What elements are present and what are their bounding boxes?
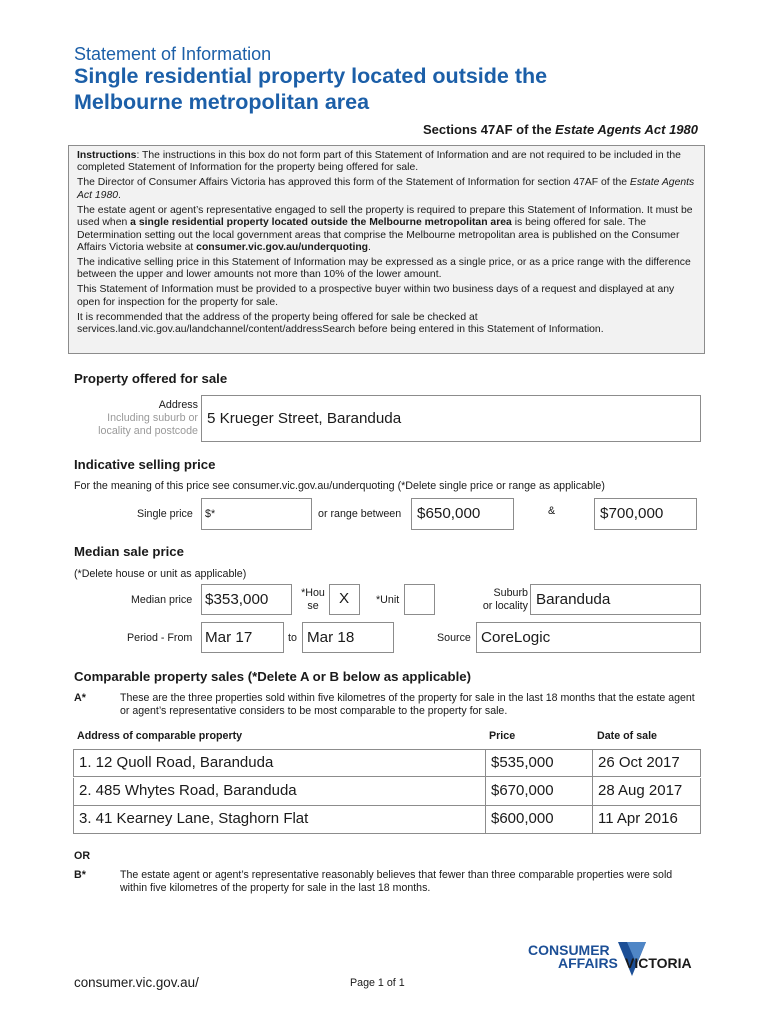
address-label-hint: Including suburb or xyxy=(107,412,198,424)
suburb-label-line: Suburb xyxy=(493,587,528,599)
instructions-emphasis: a single residential property located outside the Melbourne metropolitan area xyxy=(130,217,512,229)
legislation-reference xyxy=(423,122,698,137)
underquoting-link[interactable]: consumer.vic.gov.au/underquoting xyxy=(196,242,369,254)
comparable-address-cell[interactable]: 2. 485 Whytes Road, Baranduda xyxy=(74,778,486,806)
address-label xyxy=(78,399,198,438)
address-label-line: Address xyxy=(158,399,198,411)
house-label-line: *Hou xyxy=(301,587,325,599)
range-low-value: $650,000 xyxy=(417,505,481,522)
period-to-field[interactable] xyxy=(302,622,394,653)
source-field[interactable] xyxy=(476,622,701,653)
table-row xyxy=(73,778,701,806)
or-separator: OR xyxy=(74,850,91,862)
single-price-field[interactable] xyxy=(201,498,312,530)
column-header-date: Date of sale xyxy=(597,730,657,742)
median-price-note: (*Delete house or unit as applicable) xyxy=(74,568,247,580)
address-value: 5 Krueger Street, Baranduda xyxy=(207,410,402,427)
indicative-price-heading: Indicative selling price xyxy=(74,457,216,472)
period-to-label: to xyxy=(288,632,297,644)
source-label: Source xyxy=(437,632,471,644)
legislation-prefix: Sections 47AF of the xyxy=(422,122,556,137)
house-checkbox[interactable] xyxy=(329,584,360,615)
comparable-date-cell[interactable]: 11 Apr 2016 xyxy=(598,810,678,827)
option-a-text: These are the three properties sold within five kilometres of the property for sale in the last 18 months that the estate agent or agent’s representative considers to be most comparable to the property for sale. xyxy=(120,692,695,717)
page-number: Page 1 of 1 xyxy=(350,977,405,989)
comparable-price-cell[interactable]: $600,000 xyxy=(486,806,593,834)
period-from-label: Period - From xyxy=(127,632,193,644)
range-ampersand: & xyxy=(548,505,556,517)
option-a-label: A* xyxy=(74,692,86,704)
range-low-field[interactable] xyxy=(411,498,514,530)
logo-graphic xyxy=(528,940,704,988)
instructions-paragraph-4: The indicative selling price in this Statement of Information may be expressed as a single price, or as a price range with the difference between the upper and lower amounts not more than 10% of the lower amount. xyxy=(77,257,691,281)
suburb-label xyxy=(460,587,528,613)
instructions-act-name: Estate Agents Act 1980 xyxy=(77,177,695,201)
suburb-value: Baranduda xyxy=(536,591,611,608)
instructions-text: : The instructions in this box do not form part of this Statement of Information and are not required to be included in the completed Statement of Information for the property being offered for sale. xyxy=(77,150,681,174)
house-label xyxy=(299,587,327,612)
option-b-text: The estate agent or agent’s representative reasonably believes that fewer than three comparable properties were sold within five kilometres of the property for sale in the last 18 months. xyxy=(120,869,673,894)
comparable-address-cell[interactable]: 3. 41 Kearney Lane, Staghorn Flat xyxy=(74,806,486,834)
house-label-line: se xyxy=(307,599,319,612)
unit-label: *Unit xyxy=(376,594,400,606)
logo-text-consumer: CONSUMER xyxy=(528,942,610,958)
period-to-value: Mar 18 xyxy=(307,629,355,646)
unit-checkbox[interactable] xyxy=(404,584,435,615)
instructions-text: The estate agent or agent’s representative engaged to sell the property is required to prepare this Statement of Information. It must be used when xyxy=(77,204,693,229)
consumer-affairs-victoria-logo xyxy=(528,940,704,988)
instructions-text: . xyxy=(368,242,371,254)
instructions-paragraph-2 xyxy=(77,177,696,202)
house-check-mark: X xyxy=(339,590,350,607)
page-title-line-1: Single residential property located outside the xyxy=(74,64,548,88)
comparable-date-cell[interactable]: 26 Oct 2017 xyxy=(598,754,680,771)
median-price-value: $353,000 xyxy=(205,591,269,608)
median-price-field[interactable] xyxy=(201,584,292,615)
property-heading: Property offered for sale xyxy=(74,371,228,386)
document-type-label: Statement of Information xyxy=(74,44,272,64)
option-b-label: B* xyxy=(74,869,86,881)
median-price-label: Median price xyxy=(131,594,193,606)
median-price-heading: Median sale price xyxy=(74,544,184,559)
column-header-address: Address of comparable property xyxy=(77,730,243,742)
suburb-field[interactable] xyxy=(530,584,701,615)
page-title-line-2: Melbourne metropolitan area xyxy=(74,90,370,114)
comparable-heading: Comparable property sales (*Delete A or B below as applicable) xyxy=(74,669,471,684)
single-price-label: Single price xyxy=(137,508,193,520)
instructions-box xyxy=(68,145,705,354)
logo-text-affairs: AFFAIRS xyxy=(558,955,618,971)
table-row xyxy=(73,806,701,834)
comparable-price-cell[interactable]: $535,000 xyxy=(486,750,593,778)
instructions-text: . xyxy=(118,189,121,201)
comparable-price-cell[interactable]: $670,000 xyxy=(486,778,593,806)
indicative-price-note: For the meaning of this price see consumer.vic.gov.au/underquoting (*Delete single price or range as applicable) xyxy=(74,480,605,492)
address-label-hint: locality and postcode xyxy=(98,425,198,437)
address-field[interactable] xyxy=(201,395,701,442)
period-from-value: Mar 17 xyxy=(205,629,253,646)
instructions-heading: Instructions xyxy=(77,150,137,161)
source-value: CoreLogic xyxy=(481,629,551,646)
comparable-address-cell[interactable]: 1. 12 Quoll Road, Baranduda xyxy=(74,750,486,778)
period-from-field[interactable] xyxy=(201,622,284,653)
range-high-value: $700,000 xyxy=(600,505,664,522)
single-price-value: $* xyxy=(205,508,216,520)
instructions-paragraph-6: It is recommended that the address of the property being offered for sale be checked at services.land.vic.gov.au/landchannel/content/addressSearch before being entered in this Statement of Information. xyxy=(77,311,604,336)
column-header-price: Price xyxy=(489,730,516,742)
range-label: or range between xyxy=(318,508,402,520)
instructions-paragraph-3 xyxy=(77,205,696,255)
legislation-act: Estate Agents Act 1980 xyxy=(555,122,698,137)
instructions-text: is being offered for sale. The Determination setting out the local government areas that comprise the Melbourne metropolitan area is published on the Consumer Affairs Victoria website at xyxy=(77,217,680,254)
suburb-label-line: or locality xyxy=(482,600,528,612)
range-high-field[interactable] xyxy=(594,498,697,530)
table-row xyxy=(73,749,701,777)
instructions-paragraph-5: This Statement of Information must be provided to a prospective buyer within two business days of a request and displayed at any open for inspection for the property for sale. xyxy=(77,284,675,308)
footer-website[interactable]: consumer.vic.gov.au/ xyxy=(74,975,199,990)
instructions-paragraph-1 xyxy=(77,150,696,175)
logo-text-victoria: VICTORIA xyxy=(625,955,692,971)
comparable-date-cell[interactable]: 28 Aug 2017 xyxy=(598,782,683,799)
instructions-text: The Director of Consumer Affairs Victoria has approved this form of the Statement of Information for section 47AF of the xyxy=(77,177,630,189)
